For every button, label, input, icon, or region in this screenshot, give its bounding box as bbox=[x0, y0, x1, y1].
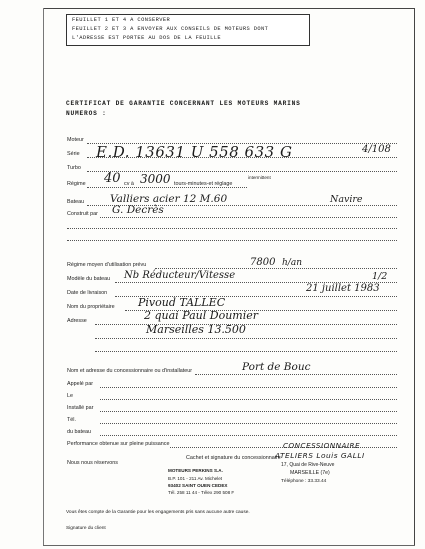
du-bateau-label: du bateau bbox=[67, 429, 91, 435]
instruction-line: FEUILLET 2 ET 3 A ENVOYER AUX CONSEILS DE MOTEURS DONT bbox=[72, 26, 269, 32]
modele-handwritten: Nb Réducteur/Vitesse bbox=[124, 270, 236, 281]
perkins-line1: B.P. 101 - 211 Av. Michelet bbox=[168, 476, 223, 481]
heures-label: Régime moyen d'utilisation prévu bbox=[67, 262, 147, 268]
proprietaire-label: Nom du propriétaire bbox=[67, 304, 115, 310]
heures-handwritten: 7800 bbox=[250, 257, 276, 268]
regime-suffix-label: intermittent bbox=[248, 175, 271, 180]
serie-label: Série bbox=[67, 151, 80, 157]
signature-label: Cachet et signature du concessionnaire bbox=[186, 455, 281, 461]
regime-unit-cv: cv à bbox=[124, 181, 134, 187]
le-line bbox=[100, 399, 397, 400]
bateau-suffix-handwritten: Navire bbox=[330, 194, 363, 205]
tel-line bbox=[100, 423, 397, 424]
perkins-line2: 93402 SAINT OUEN CEDEX bbox=[168, 483, 228, 488]
numeros-label: NUMEROS : bbox=[66, 110, 107, 117]
stamp-street: 17, Quai de Rive-Neuve bbox=[281, 462, 335, 468]
modele-label: Modèle du bateau bbox=[67, 276, 111, 282]
stamp-company: ATELIERS Louis GALLI bbox=[275, 451, 365, 460]
proprietaire-handwritten: Pivoud TALLEC bbox=[138, 296, 226, 309]
heures-unit-handwritten: h/an bbox=[282, 258, 302, 268]
bateau-label: Bateau bbox=[67, 199, 85, 205]
adresse-line1-handwritten: 2 quai Paul Doumier bbox=[144, 309, 259, 322]
regime-field-line bbox=[87, 187, 247, 188]
blank-line bbox=[95, 351, 397, 352]
heures-field-line bbox=[155, 268, 397, 269]
footer-signature-label: Signature du client bbox=[66, 526, 106, 531]
adresse-field-line-2 bbox=[95, 338, 397, 339]
page-border-right bbox=[414, 8, 415, 546]
installe-par-line bbox=[100, 411, 397, 412]
regime-power-handwritten: 40 bbox=[104, 171, 121, 186]
stamp-title: CONCESSIONNAIRE bbox=[283, 441, 361, 450]
adresse-label: Adresse bbox=[67, 318, 87, 324]
regime-label: Régime bbox=[67, 181, 86, 187]
tel-label: Tél. bbox=[67, 417, 76, 423]
livraison-handwritten: 21 juillet 1983 bbox=[306, 283, 380, 294]
appele-par-label: Appelé par bbox=[67, 381, 94, 387]
stamp-phone: Téléphone : 33.33.44 bbox=[281, 479, 327, 484]
reservation-label: Nous nous réservons bbox=[67, 460, 118, 466]
regime-rpm-handwritten: 3000 bbox=[140, 172, 171, 186]
appele-par-line bbox=[100, 387, 397, 388]
adresse-line2-handwritten: Marseilles 13.500 bbox=[146, 323, 246, 336]
chantier-handwritten: G. Decrès bbox=[112, 204, 164, 216]
perkins-line3: Tél. 258 11 44 - Télex 290 508 F bbox=[168, 490, 235, 495]
livraison-label: Date de livraison bbox=[67, 290, 108, 296]
turbo-label: Turbo bbox=[67, 165, 81, 171]
installe-par-label: Installé par bbox=[67, 405, 94, 411]
page-border-left bbox=[43, 8, 44, 546]
regime-unit-label: tours-minutes-et réglage bbox=[174, 181, 233, 187]
moteur-label: Moteur bbox=[67, 137, 84, 143]
chantier-field-line bbox=[100, 217, 397, 218]
installateur-label: Nom et adresse du concessionnaire ou d'installateur bbox=[67, 368, 193, 374]
bateau-handwritten: Valliers acier 12 M.60 bbox=[110, 193, 228, 205]
stamp-city: MARSEILLE (7e) bbox=[290, 470, 330, 476]
blank-line bbox=[67, 240, 397, 241]
ratio-handwritten: 1/2 bbox=[372, 271, 388, 282]
instruction-line: FEUILLET 1 ET 4 A CONSERVER bbox=[72, 17, 171, 23]
instruction-line: L'ADRESSE EST PORTEE AU DOS DE LA FEUILLE bbox=[72, 35, 222, 41]
performance-label: Performance obtenue sur pleine puissance bbox=[67, 441, 170, 447]
adresse-field-line bbox=[95, 324, 397, 325]
blank-line bbox=[67, 228, 397, 229]
serie-handwritten: E.D. 13631 U 558 633 G bbox=[96, 143, 293, 161]
page-border-top bbox=[43, 8, 415, 9]
footer-line: Vous êtes compte de la Garantie pour les engagements pris sans aucune autre cause. bbox=[66, 510, 250, 515]
du-bateau-line bbox=[100, 435, 397, 436]
page-border-bottom bbox=[43, 545, 415, 546]
certificate-title: CERTIFICAT DE GARANTIE CONCERNANT LES MOTEURS MARINS bbox=[66, 100, 301, 107]
serie-suffix-handwritten: 4/108 bbox=[362, 144, 391, 155]
instructions-box bbox=[66, 14, 310, 46]
le-label: Le bbox=[67, 393, 73, 399]
perkins-name: MOTEURS PERKINS S.A. bbox=[168, 468, 223, 473]
installateur-handwritten: Port de Bouc bbox=[242, 361, 311, 373]
chantier-label: Construit par bbox=[67, 211, 98, 217]
installateur-field-line bbox=[195, 374, 397, 375]
turbo-field-line bbox=[87, 171, 397, 172]
